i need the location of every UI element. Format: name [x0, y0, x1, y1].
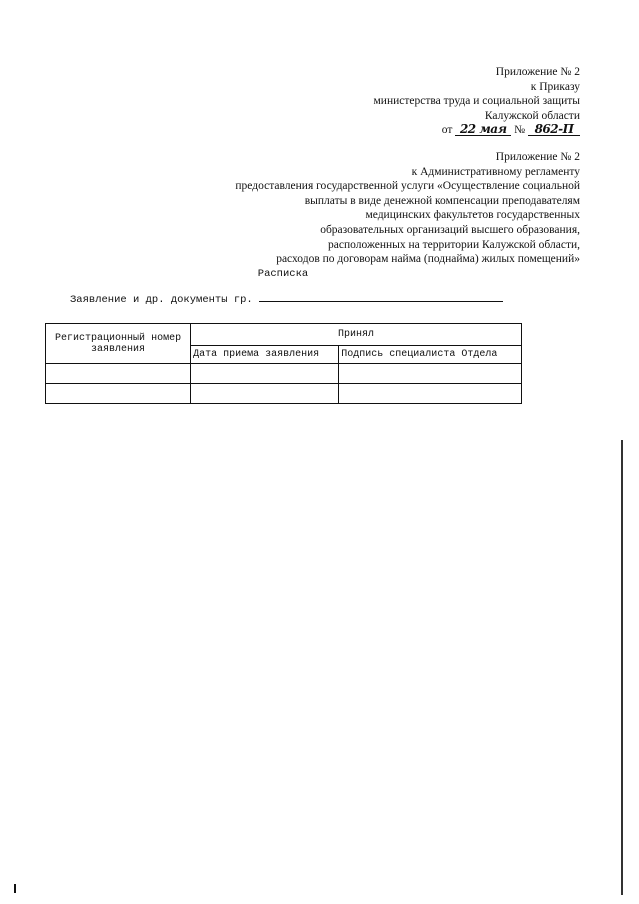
order-date-number [374, 123, 580, 138]
statement-line [70, 292, 503, 306]
header-receipt-date: Дата приема заявления [191, 346, 339, 364]
table-cell [191, 364, 339, 384]
region-name: Калужской области [484, 109, 580, 122]
regulation-appendix-header [235, 150, 580, 267]
ministry-name: министерства труда и социальной защиты [373, 95, 580, 108]
applicant-name-blank [259, 292, 503, 302]
order-reference: к Приказу [530, 80, 580, 93]
table-cell [46, 364, 191, 384]
table-row [46, 384, 522, 404]
table-cell [339, 384, 522, 404]
scan-edge-line [621, 440, 623, 895]
handwritten-date: 22 мая [455, 123, 511, 136]
table-cell [191, 384, 339, 404]
regulation-line: расходов по договорам найма (поднайма) жилых помещений» [276, 253, 580, 266]
order-appendix-header [374, 65, 580, 138]
header-accepted: Принял [191, 324, 522, 346]
regulation-line: предоставления государственной услуги «Осуществление социальной [235, 180, 580, 193]
scan-corner-mark [14, 884, 16, 893]
regulation-line: образовательных организаций высшего образования, [320, 223, 580, 236]
handwritten-order-number: 862-П [528, 123, 580, 136]
regulation-appendix-title: Приложение № 2 [495, 151, 580, 163]
receipt-title: Расписка [257, 268, 309, 280]
table-cell [46, 384, 191, 404]
table-row [46, 364, 522, 384]
from-label: от [441, 124, 453, 137]
registration-table [45, 323, 522, 404]
header-specialist-signature: Подпись специалиста Отдела [339, 346, 522, 364]
regulation-line: выплаты в виде денежной компенсации преподавателям [304, 194, 580, 207]
regulation-line: к Административному регламенту [411, 165, 580, 178]
order-appendix-title: Приложение № 2 [495, 66, 580, 78]
statement-label: Заявление и др. документы гр. [70, 294, 253, 306]
table-cell [339, 364, 522, 384]
regulation-line: медицинских факультетов государственных [365, 209, 580, 222]
regulation-line: расположенных на территории Калужской области, [328, 238, 580, 251]
number-label: № [514, 124, 526, 137]
header-registration-number: Регистрационный номер заявления [46, 324, 191, 364]
